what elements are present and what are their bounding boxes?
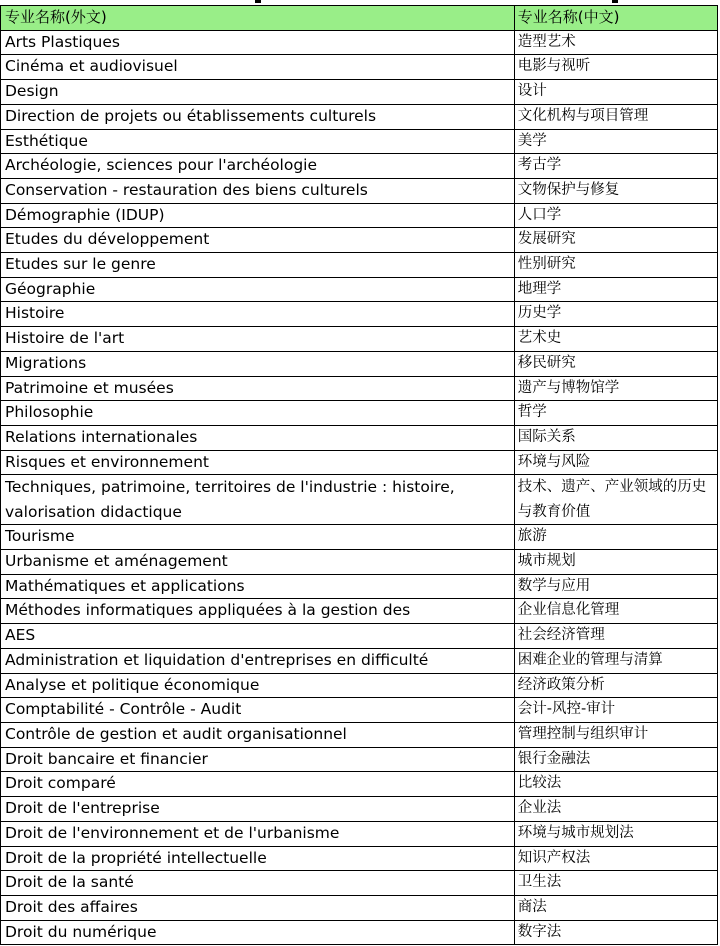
- table-row: [1, 376, 718, 401]
- cell-foreign-name[interactable]: Migrations: [1, 351, 515, 376]
- table-row: [1, 550, 718, 575]
- cell-chinese-name[interactable]: 经济政策分析: [514, 673, 717, 698]
- top-edge-mark: [255, 0, 261, 3]
- table-row: [1, 920, 718, 945]
- cell-chinese-name[interactable]: 移民研究: [514, 351, 717, 376]
- cell-chinese-name[interactable]: 哲学: [514, 401, 717, 426]
- cell-chinese-name[interactable]: 社会经济管理: [514, 624, 717, 649]
- cell-chinese-name[interactable]: 人口学: [514, 203, 717, 228]
- cell-chinese-name[interactable]: 企业法: [514, 797, 717, 822]
- table-row: [1, 624, 718, 649]
- cell-chinese-name[interactable]: 发展研究: [514, 228, 717, 253]
- cell-foreign-name[interactable]: Mathématiques et applications: [1, 574, 515, 599]
- cell-foreign-name[interactable]: Histoire de l'art: [1, 327, 515, 352]
- cell-foreign-name[interactable]: Arts Plastiques: [1, 30, 515, 55]
- cell-chinese-name[interactable]: 数字法: [514, 920, 717, 945]
- cell-foreign-name[interactable]: Méthodes informatiques appliquées à la gestion des: [1, 599, 515, 624]
- cell-foreign-name[interactable]: Droit de la santé: [1, 871, 515, 896]
- table-row: [1, 154, 718, 179]
- table-row: [1, 772, 718, 797]
- cell-foreign-name[interactable]: Archéologie, sciences pour l'archéologie: [1, 154, 515, 179]
- table-row: [1, 722, 718, 747]
- cell-foreign-name[interactable]: Patrimoine et musées: [1, 376, 515, 401]
- table-row: [1, 129, 718, 154]
- table-row: [1, 698, 718, 723]
- majors-table: [0, 5, 718, 945]
- cell-foreign-name[interactable]: Risques et environnement: [1, 450, 515, 475]
- table-row: [1, 747, 718, 772]
- header-foreign-name[interactable]: 专业名称(外文): [1, 6, 515, 31]
- table-row: [1, 228, 718, 253]
- cell-foreign-name[interactable]: Etudes du développement: [1, 228, 515, 253]
- table-row: [1, 475, 718, 525]
- cell-chinese-name[interactable]: 卫生法: [514, 871, 717, 896]
- cell-foreign-name[interactable]: Conservation - restauration des biens culturels: [1, 178, 515, 203]
- table-row: [1, 277, 718, 302]
- cell-foreign-name[interactable]: Comptabilité - Contrôle - Audit: [1, 698, 515, 723]
- cell-foreign-name[interactable]: Droit des affaires: [1, 895, 515, 920]
- cell-foreign-name[interactable]: Techniques, patrimoine, territoires de l'industrie : histoire, valorisation didactique: [1, 475, 515, 525]
- table-row: [1, 648, 718, 673]
- table-row: [1, 104, 718, 129]
- cell-foreign-name[interactable]: Cinéma et audiovisuel: [1, 55, 515, 80]
- cell-chinese-name[interactable]: 技术、遗产、产业领域的历史与教育价值: [514, 475, 717, 525]
- cell-foreign-name[interactable]: Droit comparé: [1, 772, 515, 797]
- cell-foreign-name[interactable]: Etudes sur le genre: [1, 253, 515, 278]
- cell-chinese-name[interactable]: 造型艺术: [514, 30, 717, 55]
- table-row: [1, 30, 718, 55]
- cell-foreign-name[interactable]: Tourisme: [1, 525, 515, 550]
- cell-chinese-name[interactable]: 文物保护与修复: [514, 178, 717, 203]
- cell-chinese-name[interactable]: 地理学: [514, 277, 717, 302]
- cell-foreign-name[interactable]: Philosophie: [1, 401, 515, 426]
- table-row: [1, 55, 718, 80]
- cell-chinese-name[interactable]: 比较法: [514, 772, 717, 797]
- table-row: [1, 821, 718, 846]
- cell-foreign-name[interactable]: Droit de l'entreprise: [1, 797, 515, 822]
- cell-chinese-name[interactable]: 性别研究: [514, 253, 717, 278]
- table-row: [1, 525, 718, 550]
- cell-foreign-name[interactable]: Direction de projets ou établissements culturels: [1, 104, 515, 129]
- cell-chinese-name[interactable]: 会计-风控-审计: [514, 698, 717, 723]
- cell-chinese-name[interactable]: 管理控制与组织审计: [514, 722, 717, 747]
- cell-chinese-name[interactable]: 企业信息化管理: [514, 599, 717, 624]
- cell-foreign-name[interactable]: Administration et liquidation d'entreprises en difficulté: [1, 648, 515, 673]
- table-row: [1, 871, 718, 896]
- cell-foreign-name[interactable]: Droit du numérique: [1, 920, 515, 945]
- cell-foreign-name[interactable]: Contrôle de gestion et audit organisationnel: [1, 722, 515, 747]
- cell-foreign-name[interactable]: Droit de la propriété intellectuelle: [1, 846, 515, 871]
- cell-foreign-name[interactable]: AES: [1, 624, 515, 649]
- header-chinese-name[interactable]: 专业名称(中文): [514, 6, 717, 31]
- cell-chinese-name[interactable]: 设计: [514, 80, 717, 105]
- cell-chinese-name[interactable]: 银行金融法: [514, 747, 717, 772]
- cell-chinese-name[interactable]: 城市规划: [514, 550, 717, 575]
- table-row: [1, 253, 718, 278]
- table-row: [1, 797, 718, 822]
- cell-chinese-name[interactable]: 历史学: [514, 302, 717, 327]
- cell-foreign-name[interactable]: Analyse et politique économique: [1, 673, 515, 698]
- table-row: [1, 673, 718, 698]
- header-row: [1, 6, 718, 31]
- cell-foreign-name[interactable]: Urbanisme et aménagement: [1, 550, 515, 575]
- table-row: [1, 178, 718, 203]
- table-row: [1, 895, 718, 920]
- cell-foreign-name[interactable]: Design: [1, 80, 515, 105]
- table-row: [1, 327, 718, 352]
- table-row: [1, 203, 718, 228]
- cell-chinese-name[interactable]: 数学与应用: [514, 574, 717, 599]
- cell-chinese-name[interactable]: 环境与风险: [514, 450, 717, 475]
- cell-foreign-name[interactable]: Géographie: [1, 277, 515, 302]
- table-row: [1, 599, 718, 624]
- cell-chinese-name[interactable]: 环境与城市规划法: [514, 821, 717, 846]
- table-row: [1, 80, 718, 105]
- table-row: [1, 302, 718, 327]
- cell-foreign-name[interactable]: Esthétique: [1, 129, 515, 154]
- cell-foreign-name[interactable]: Démographie (IDUP): [1, 203, 515, 228]
- cell-chinese-name[interactable]: 电影与视听: [514, 55, 717, 80]
- cell-chinese-name[interactable]: 文化机构与项目管理: [514, 104, 717, 129]
- cell-chinese-name[interactable]: 知识产权法: [514, 846, 717, 871]
- cell-foreign-name[interactable]: Droit bancaire et financier: [1, 747, 515, 772]
- cell-foreign-name[interactable]: Relations internationales: [1, 425, 515, 450]
- cell-chinese-name[interactable]: 商法: [514, 895, 717, 920]
- table-row: [1, 846, 718, 871]
- cell-chinese-name[interactable]: 艺术史: [514, 327, 717, 352]
- cell-chinese-name[interactable]: 困难企业的管理与清算: [514, 648, 717, 673]
- cell-chinese-name[interactable]: 遗产与博物馆学: [514, 376, 717, 401]
- spreadsheet: [0, 5, 719, 945]
- table-row: [1, 425, 718, 450]
- cell-foreign-name[interactable]: Droit de l'environnement et de l'urbanisme: [1, 821, 515, 846]
- cell-chinese-name[interactable]: 国际关系: [514, 425, 717, 450]
- cell-chinese-name[interactable]: 美学: [514, 129, 717, 154]
- cell-chinese-name[interactable]: 考古学: [514, 154, 717, 179]
- cell-foreign-name[interactable]: Histoire: [1, 302, 515, 327]
- cell-chinese-name[interactable]: 旅游: [514, 525, 717, 550]
- table-row: [1, 401, 718, 426]
- top-edge-mark: [612, 0, 618, 3]
- table-row: [1, 574, 718, 599]
- table-row: [1, 351, 718, 376]
- table-row: [1, 450, 718, 475]
